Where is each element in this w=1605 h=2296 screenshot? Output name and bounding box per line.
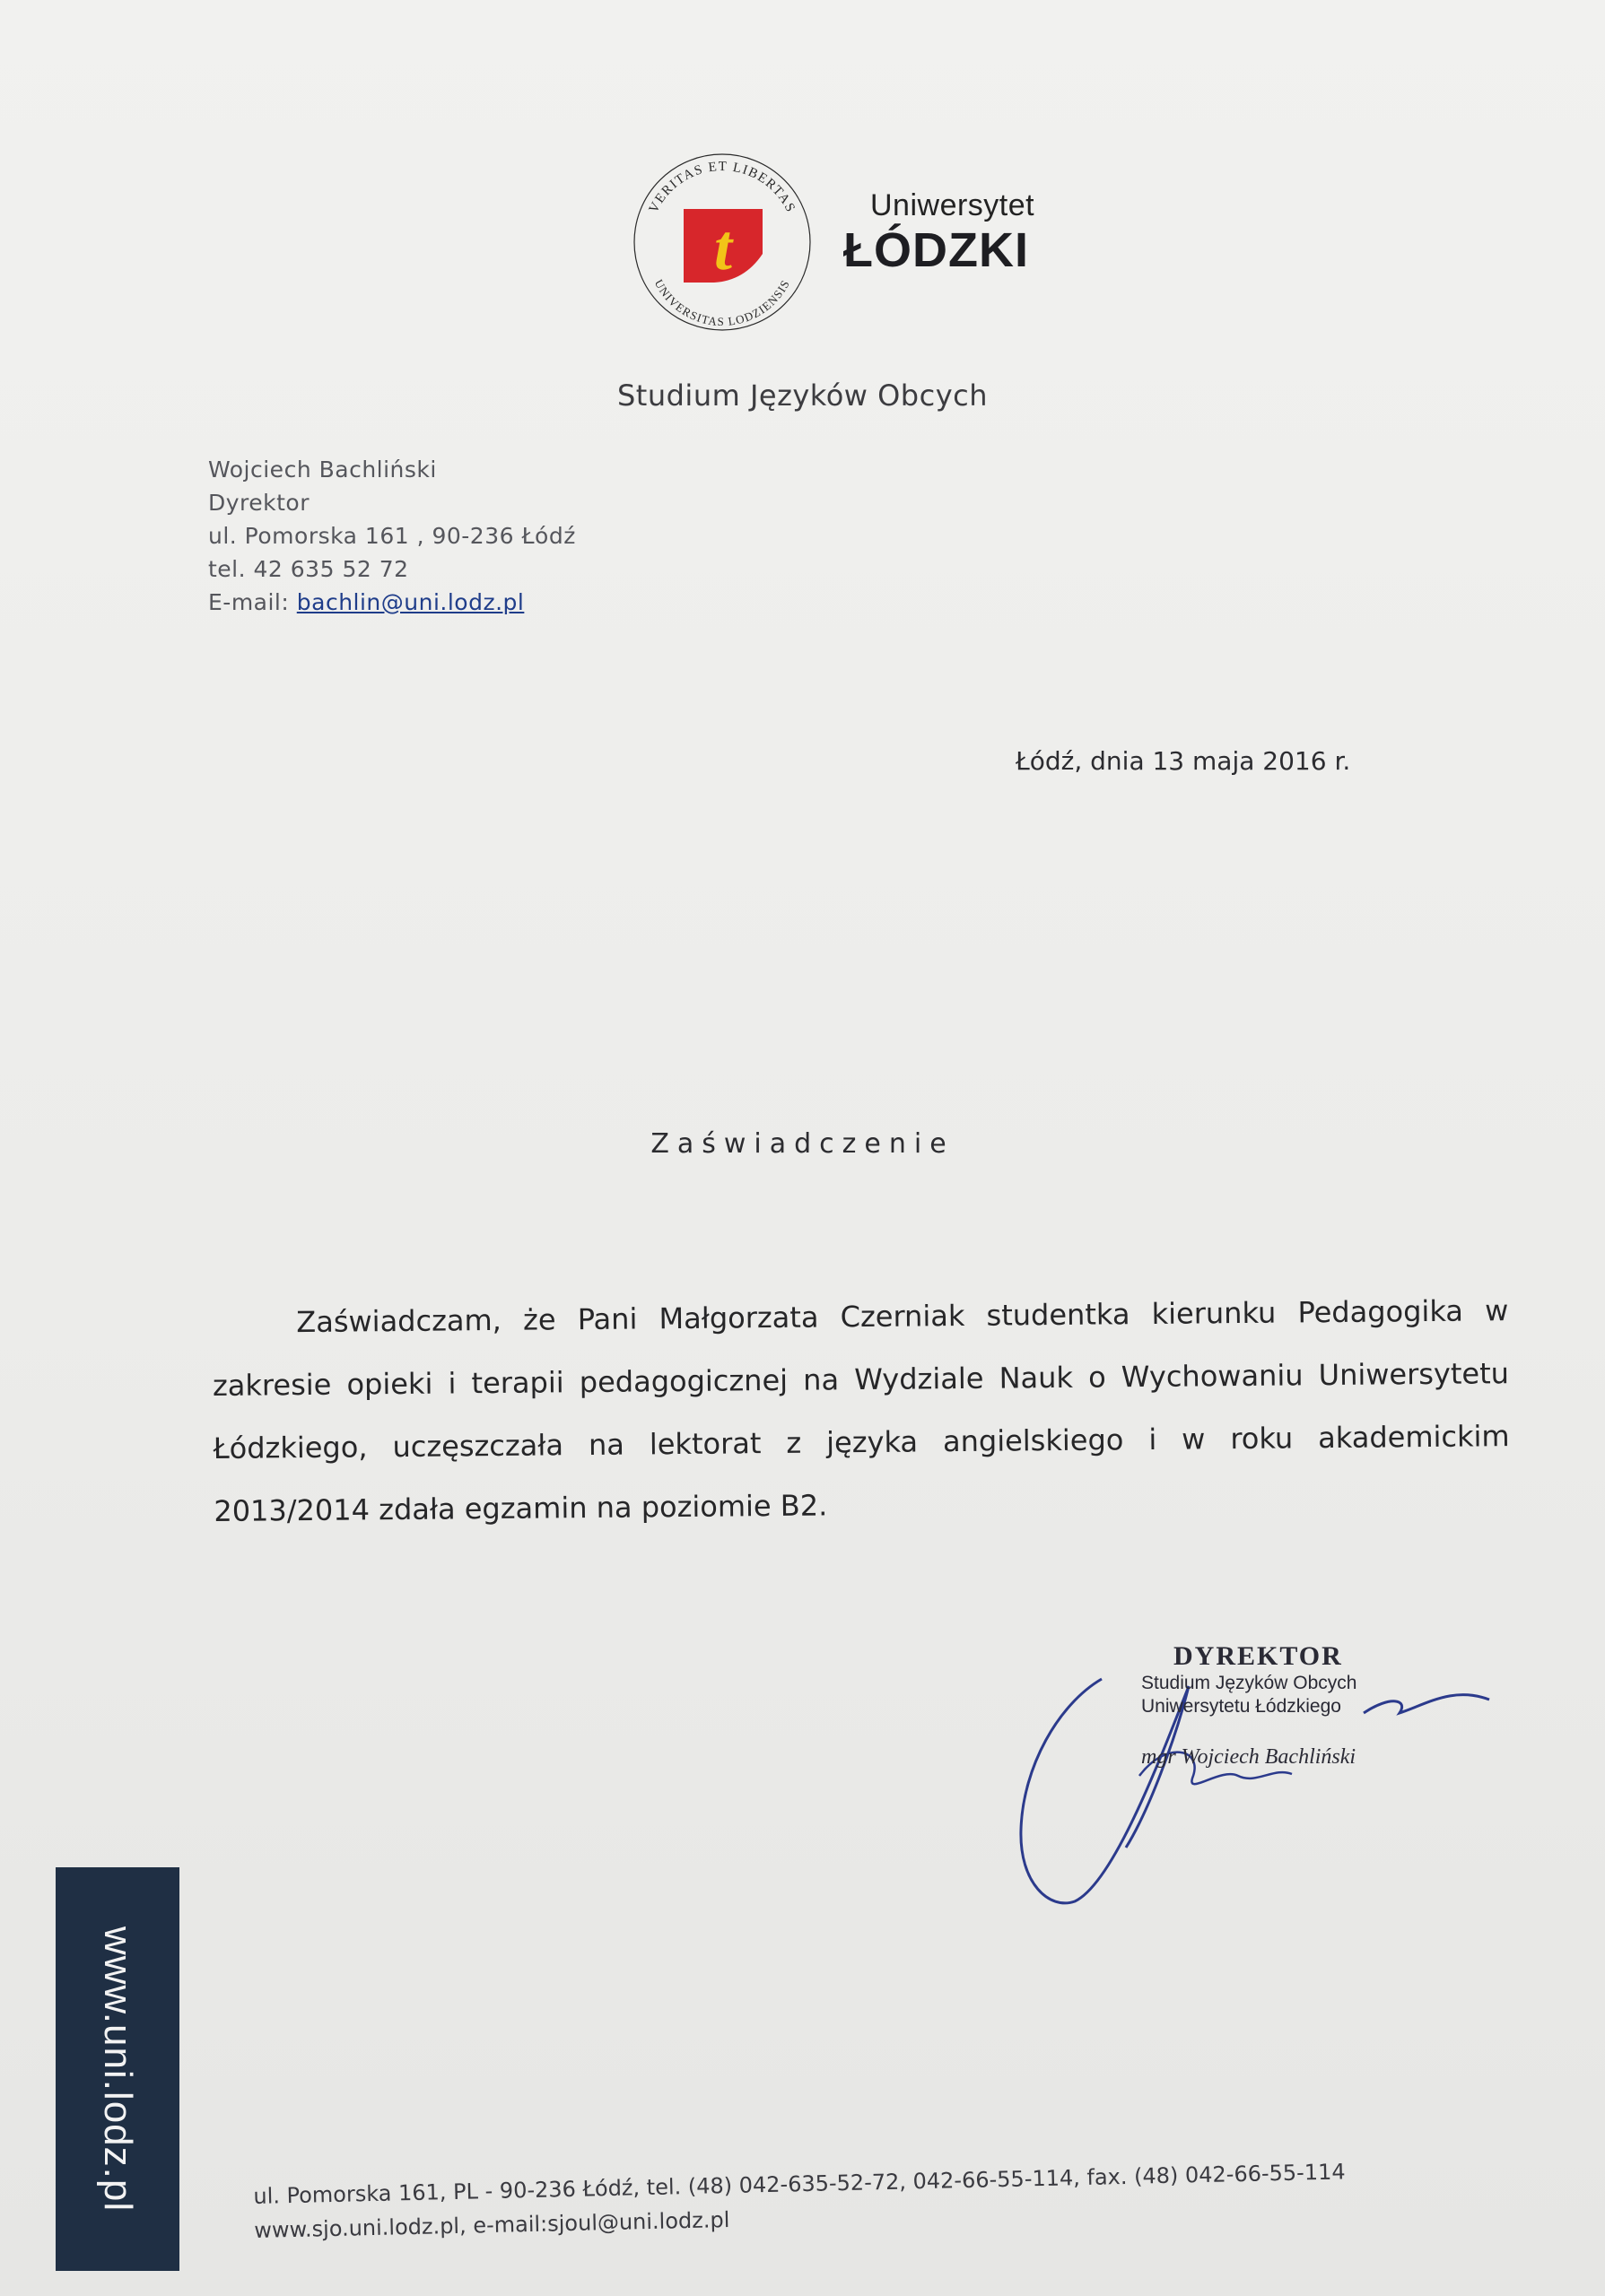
footer: [253, 2154, 1347, 2248]
sender-name: Wojciech Bachliński: [208, 457, 437, 483]
document-title: Zaświadczenie: [650, 1128, 955, 1160]
sender-email-link[interactable]: bachlin@uni.lodz.pl: [296, 589, 525, 615]
university-wordmark: [843, 188, 1034, 277]
sender-email-label: E-mail:: [208, 589, 290, 615]
seal-letter: t: [713, 212, 733, 283]
footer-line-1: ul. Pomorska 161, PL - 90-236 Łódź, tel. (48) 042-635-52-72, 042-66-55-114, fax. (48) 042-66-55-114: [253, 2159, 1346, 2209]
footer-line-2: www.sjo.uni.lodz.pl, e-mail:sjoul@uni.lodz.pl: [253, 2206, 730, 2243]
sidebar-url[interactable]: www.uni.lodz.pl: [96, 1926, 140, 2213]
sender-phone: tel. 42 635 52 72: [208, 556, 409, 582]
sidebar-url-band: [56, 1867, 179, 2271]
sender-address: ul. Pomorska 161 , 90-236 Łódź: [208, 523, 576, 549]
seal-text-bottom: UNIVERSITAS LODZIENSIS: [651, 276, 793, 329]
stamp-name: mgr Wojciech Bachliński: [1141, 1745, 1356, 1769]
sender-position: Dyrektor: [208, 490, 310, 516]
stamp-line-2: Uniwersytetu Łódzkiego: [1141, 1696, 1341, 1717]
university-name-line2: ŁÓDZKI: [843, 223, 1029, 277]
stamp-line-1: Studium Języków Obcych: [1141, 1673, 1357, 1693]
document-date: Łódź, dnia 13 maja 2016 r.: [1016, 746, 1351, 776]
director-stamp: [1141, 1641, 1518, 1770]
university-name-line1: Uniwersytet: [870, 188, 1035, 222]
svg-text:UNIVERSITAS LODZIENSIS: [652, 277, 793, 328]
document-body: [212, 1279, 1511, 1543]
unit-name: Studium Języków Obcych: [616, 378, 989, 413]
stamp-title: DYREKTOR: [1173, 1641, 1343, 1671]
university-seal-icon: [628, 148, 816, 336]
svg-text:VERITAS ET LIBERTAS: [647, 160, 798, 215]
seal-text-top: VERITAS ET LIBERTAS: [646, 159, 798, 216]
sender-contact-block: [208, 453, 576, 619]
university-logo: [628, 148, 1059, 336]
sender-email-row: [208, 586, 576, 619]
body-paragraph: Zaświadczam, że Pani Małgorzata Czerniak studentka kierunku Pedagogika w zakresie opieki i terapii pedagogicznej na Wydziale Nauk o Wychowaniu Uniwersytetu Łódzkiego, uczęszczała na lektorat z języka angielskiego i w roku akademickim 2013/2014 zdała egzamin na poziomie B2.: [212, 1293, 1510, 1528]
